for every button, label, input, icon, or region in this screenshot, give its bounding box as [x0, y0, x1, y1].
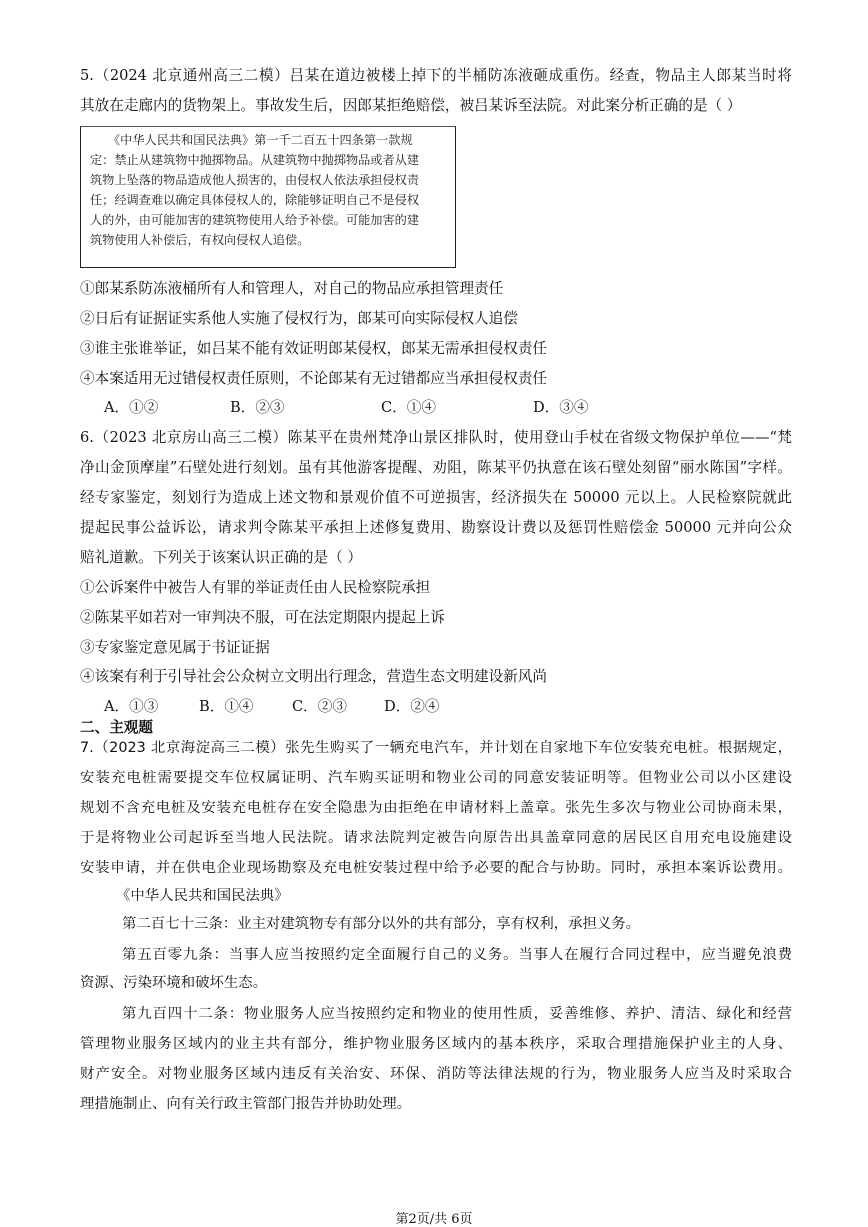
law-excerpt-line: 筑物上坠落的物品造成他人损害的，由侵权人依法承担侵权责: [90, 173, 420, 187]
article-509-line-1: 第五百零九条：当事人应当按照约定全面履行自己的义务。当事人在履行合同过程中，应当避免浪费: [122, 947, 792, 963]
q7-stem-line-1: 7.（2023 北京海淀高三二模）张先生购买了一辆充电汽车，并计划在自家地下车位安装充电桩。根据规定，: [80, 740, 792, 756]
article-942-line-4: 理措施制止、向有关行政主管部门报告并协助处理。: [80, 1096, 411, 1112]
law-title: 《中华人民共和国民法典》: [116, 888, 289, 904]
q6-option-a: A．①③: [104, 698, 159, 715]
q5-option-a: A．①②: [104, 399, 159, 416]
q5-item-2: ②日后有证据证实系他人实施了侵权行为，郎某可向实际侵权人追偿: [80, 310, 518, 327]
law-excerpt-line: 任；经调查难以确定具体侵权人的，除能够证明自己不是侵权: [90, 193, 420, 207]
q6-stem-line-3: 经专家鉴定，刻划行为造成上述文物和景观价值不可逆损害，经济损失在 50000 元以上。人民检察院就此: [80, 489, 792, 506]
q5-stem-line-2: 其放在走廊内的货物架上。事故发生后，因郎某拒绝赔偿，被吕某诉至法院。对此案分析正确的是（ ）: [80, 97, 742, 114]
q5-option-d: D．③④: [533, 399, 589, 416]
law-excerpt-line: 定：禁止从建筑物中抛掷物品。从建筑物中抛掷物品或者从建: [90, 153, 420, 167]
q6-stem-line-1: 6.（2023 北京房山高三二模）陈某平在贵州梵净山景区排队时，使用登山手杖在省级文物保护单位——“梵: [80, 429, 792, 446]
q5-item-3: ③谁主张谁举证，如吕某不能有效证明郎某侵权，郎某无需承担侵权责任: [80, 340, 548, 357]
q5-option-c: C．①④: [381, 399, 436, 416]
law-excerpt-line: 人的外，由可能加害的建筑物使用人给予补偿。可能加害的建: [90, 213, 420, 227]
q6-item-1: ①公诉案件中被告人有罪的举证责任由人民检察院承担: [80, 579, 431, 596]
article-942-line-3: 财产安全。对物业服务区域内违反有关治安、环保、消防等法律法规的行为，物业服务人应当及时采取合: [80, 1066, 792, 1082]
q6-stem-line-4: 提起民事公益诉讼，请求判令陈某平承担上述修复费用、勘察设计费以及惩罚性赔偿金 50000 元并向公众: [80, 519, 792, 536]
article-942-line-2: 管理物业服务区域内的业主共有部分，维护物业服务区域内的基本秩序，采取合理措施保护业主的人身、: [80, 1036, 792, 1052]
q5-item-1: ①郎某系防冻液桶所有人和管理人，对自己的物品应承担管理责任: [80, 280, 504, 297]
q6-stem-line-2: 净山金顶摩崖”石壁处进行刻划。虽有其他游客提醒、劝阻，陈某平仍执意在该石壁处刻留“丽水陈国”字样。: [80, 459, 792, 476]
section-title: 二、主观题: [80, 719, 153, 736]
q5-option-b: B．②③: [230, 399, 285, 416]
q5-item-4: ④本案适用无过错侵权责任原则，不论郎某有无过错都应当承担侵权责任: [80, 370, 548, 387]
article-942-line-1: 第九百四十二条：物业服务人应当按照约定和物业的使用性质，妥善维修、养护、清洁、绿化和经营: [122, 1006, 792, 1022]
q6-item-3: ③专家鉴定意见属于书证证据: [80, 639, 270, 656]
q6-option-b: B．①④: [199, 698, 254, 715]
law-excerpt-line: 筑物使用人补偿后，有权向侵权人追偿。: [90, 233, 310, 247]
q7-stem-line-3: 规划不含充电桩及安装充电桩存在安全隐患为由拒绝在申请材料上盖章。张先生多次与物业公司协商未果，: [80, 800, 792, 816]
article-509-line-2: 资源、污染环境和破坏生态。: [80, 975, 268, 991]
q7-stem-line-5: 安装申请，并在供电企业现场勘察及充电桩安装过程中给予必要的配合与协助。同时，承担本案诉讼费用。: [80, 860, 792, 876]
q5-stem-line-1: 5.（2024 北京通州高三二模）吕某在道边被楼上掉下的半桶防冻液砸成重伤。经查，物品主人郎某当时将: [80, 67, 792, 84]
q6-item-4: ④该案有利于引导社会公众树立文明出行理念，营造生态文明建设新风尚: [80, 668, 548, 685]
q6-item-2: ②陈某平如若对一审判决不服，可在法定期限内提起上诉: [80, 609, 445, 626]
q7-stem-line-4: 于是将物业公司起诉至当地人民法院。请求法院判定被告向原告出具盖章同意的居民区自用充电设施建设: [80, 830, 792, 846]
q6-stem-line-5: 赔礼道歉。下列关于该案认识正确的是（ ）: [80, 549, 362, 566]
q6-option-d: D．②④: [384, 698, 440, 715]
page-number: 第2页/共 6页: [395, 1212, 473, 1227]
law-excerpt-line: 《中华人民共和国民法典》第一千二百五十四条第一款规: [108, 133, 413, 147]
q6-option-c: C．②③: [292, 698, 347, 715]
q7-stem-line-2: 安装充电桩需要提交车位权属证明、汽车购买证明和物业公司的同意安装证明等。但物业公司以小区建设: [80, 770, 792, 786]
article-273: 第二百七十三条：业主对建筑物专有部分以外的共有部分，享有权利，承担义务。: [122, 916, 641, 932]
